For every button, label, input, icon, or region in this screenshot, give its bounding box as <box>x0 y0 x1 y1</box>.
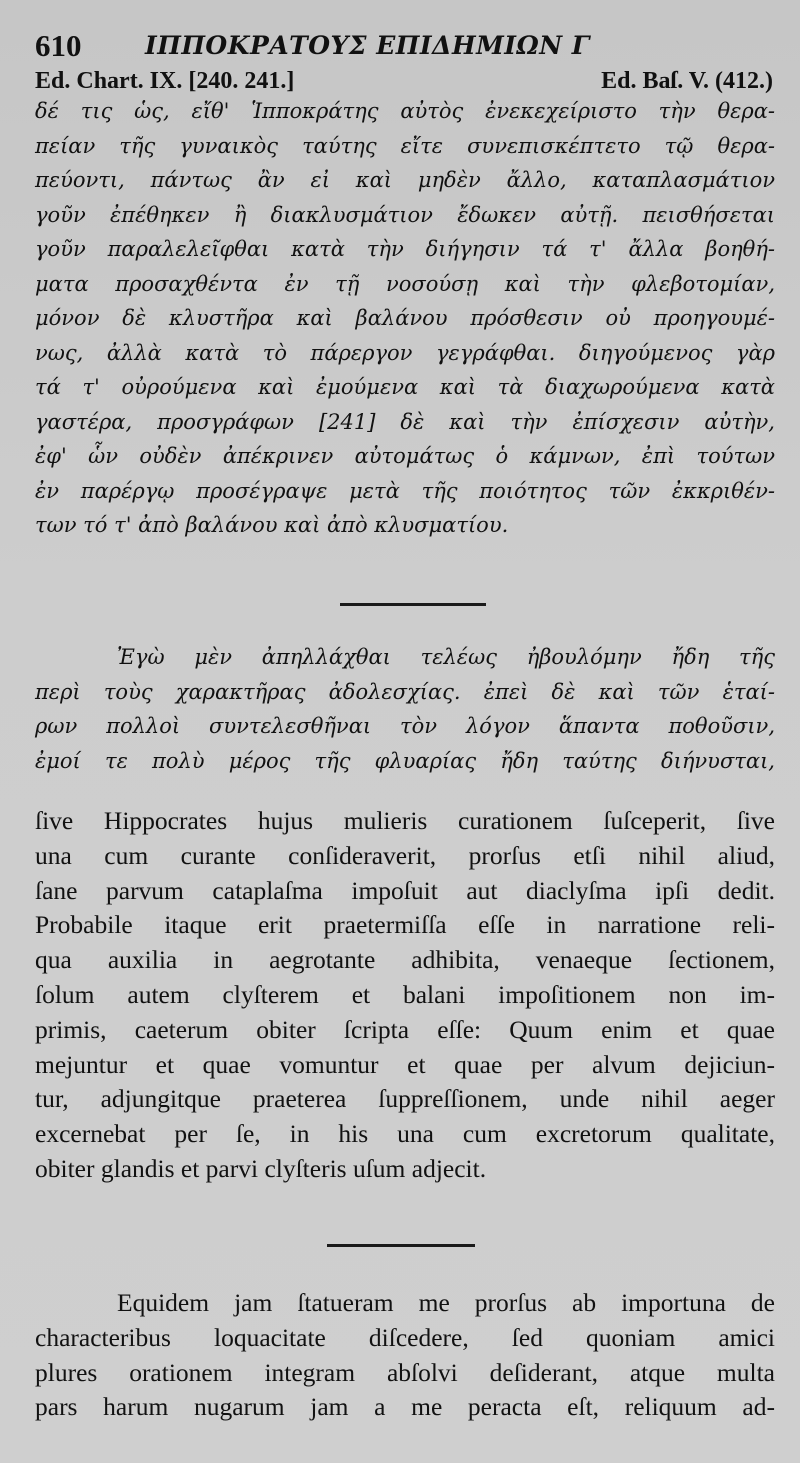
greek-passage-1 <box>35 94 775 543</box>
edition-basel-ref: Ed. Baſ. V. (412.) <box>601 68 773 94</box>
latin-line: Equidem jam ſtatueram me prorſus ab importuna de <box>117 1288 775 1317</box>
greek-line: ἐφ' ὧν οὐδὲν ἀπέκρινεν αὐτομάτως ὁ κάμνων, ἐπὶ τούτων <box>35 444 775 468</box>
greek-line: ρων πολλοὶ συντελεσθῆναι τὸν λόγον ἅπαντα ποθοῦσιν, <box>35 714 775 738</box>
edition-chartier-ref: Ed. Chart. IX. [240. 241.] <box>35 68 295 94</box>
latin-line: ſolum autem clyſterem et balani impoſitionem non im- <box>35 979 775 1009</box>
greek-passage-2 <box>35 640 775 778</box>
greek-line: δέ τις ὡς, εἴθ' Ἱπποκράτης αὐτὸς ἐνεκεχείριστο τὴν θερα- <box>35 99 775 123</box>
latin-line: characteribus loquacitate diſcedere, ſed quoniam amici <box>35 1322 775 1352</box>
latin-passage-1 <box>35 804 775 1187</box>
greek-line: γοῦν παραλελεῖφθαι κατὰ τὴν διήγησιν τά τ' ἄλλα βοηθή- <box>35 237 775 261</box>
greek-line: τά τ' οὐρούμενα καὶ ἐμούμενα καὶ τὰ διαχωρούμενα κατὰ <box>35 375 775 399</box>
page-number: 610 <box>35 28 82 63</box>
running-head <box>35 28 775 68</box>
latin-line: obiter glandis et parvi clyſteris uſum adjecit. <box>35 1153 487 1183</box>
latin-line: Probabile itaque erit praetermiſſa eſſe in narratione reli- <box>35 910 775 940</box>
greek-line: γοῦν ἐπέθηκεν ἢ διακλυσμάτιον ἔδωκεν αὐτῇ. πεισθήσεται <box>35 202 775 227</box>
latin-line: pars harum nugarum jam a me peracta eſt, reliquum ad- <box>35 1392 775 1422</box>
greek-line: Ἐγὼ μὲν ἀπηλλάχθαι τελέως ἠβουλόμην ἤδη τῆς <box>117 645 775 669</box>
greek-line: ἐν παρέργῳ προσέγραψε μετὰ τῆς ποιότητος τῶν ἐκκριθέν- <box>35 478 775 503</box>
latin-line: una cum curante conſideraverit, prorſus etſi nihil aliud, <box>35 840 775 870</box>
latin-line: excernebat per ſe, in his una cum excretorum qualitate, <box>35 1119 775 1149</box>
section-divider <box>327 1244 475 1247</box>
greek-line: ἐμοί τε πολὺ μέρος τῆς φλυαρίας ἤδη ταύτης διήνυσται, <box>35 748 775 773</box>
latin-line: tur, adjungitque praeterea ſuppreſſionem, unde nihil aeger <box>35 1084 775 1114</box>
latin-line: plures orationem integram abſolvi deſiderant, atque multa <box>35 1357 775 1387</box>
latin-line: primis, caeterum obiter ſcripta eſſe: Quum enim et quae <box>35 1014 775 1044</box>
running-title: ΙΠΠΟΚΡΑΤΟΥΣ ΕΠΙΔΗΜΙΩΝ Γ <box>145 31 591 60</box>
latin-passage-2 <box>35 1286 775 1425</box>
greek-line: περὶ τοὺς χαρακτῆρας ἀδολεσχίας. ἐπεὶ δὲ καὶ τῶν ἑταί- <box>35 679 775 704</box>
latin-line: mejuntur et quae vomuntur et quae per alvum dejiciun- <box>35 1049 775 1079</box>
latin-line: qua auxilia in aegrotante adhibita, venaeque ſectionem, <box>35 945 775 975</box>
greek-line: των τό τ' ἀπὸ βαλάνου καὶ ἀπὸ κλυσματίου. <box>35 513 509 537</box>
greek-line: γαστέρα, προσγράφων [241] δὲ καὶ τὴν ἐπίσχεσιν αὐτὴν, <box>35 409 775 434</box>
latin-line: ſive Hippocrates hujus mulieris curationem ſuſceperit, ſive <box>35 806 775 835</box>
section-divider <box>340 603 486 606</box>
greek-line: πεύοντι, πάντως ἂν εἰ καὶ μηδὲν ἄλλο, καταπλασμάτιον <box>35 168 775 192</box>
greek-line: ματα προσαχθέντα ἐν τῇ νοσούσῃ καὶ τὴν φλεβοτομίαν, <box>35 271 775 296</box>
greek-line: μόνον δὲ κλυστῆρα καὶ βαλάνου πρόσθεσιν οὐ προηγουμέ- <box>35 306 775 330</box>
greek-line: πείαν τῆς γυναικὸς ταύτης εἴτε συνεπισκέπτετο τῷ θερα- <box>35 133 775 158</box>
greek-line: νως, ἀλλὰ κατὰ τὸ πάρεργον γεγράφθαι. διηγούμενος γὰρ <box>35 340 775 365</box>
latin-line: ſane parvum cataplaſma impoſuit aut diaclyſma ipſi dedit. <box>35 875 775 905</box>
